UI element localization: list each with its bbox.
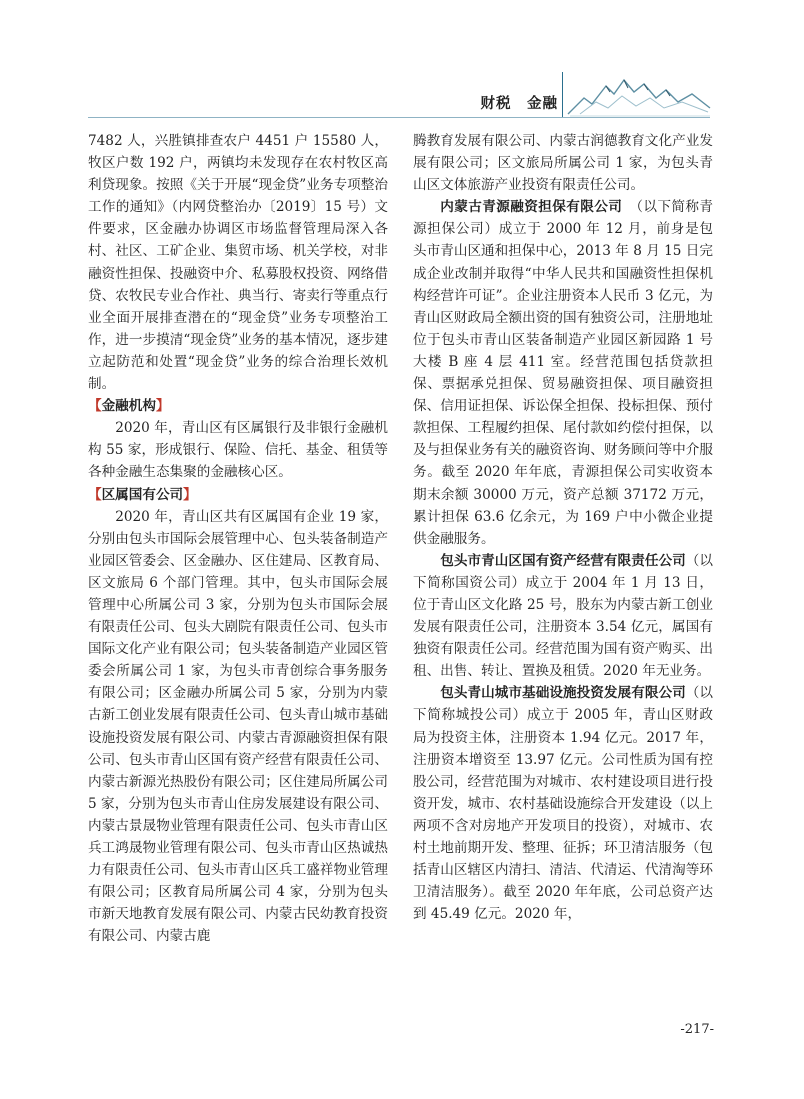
left-column [88, 130, 388, 947]
paragraph: 7482 人，兴胜镇排查农户 4451 户 15580 人，牧区户数 192 户，两镇均未发现存在农村牧区高利贷现象。按照《关于开展“现金贷”业务专项整治工作的通知》（内网贷整治办〔2019〕15 号）文件要求，区金融办协调区市场监督管理局深入各村、社区、工矿企业、集贸市场、机关学校，对非融资性担保、投融资中介、私募股权投资、网络借贷、农牧民专业合作社、典当行、寄卖行等重点行业全面开展排查潜在的“现金贷”业务专项整治工作，进一步摸清“现金贷”业务的基本情况，逐步建立起防范和处置“现金贷”业务的综合治理长效机制。 [88, 133, 388, 393]
company-name: 包头青山城市基础设施投资发展有限公司 [440, 685, 686, 702]
paragraph: 腾教育发展有限公司、内蒙古润德教育文化产业发展有限公司；区文旅局所属公司 1 家，为包头青山区文体旅游产业投资有限责任公司。 [413, 133, 713, 194]
bracket-close: 】 [155, 398, 170, 415]
right-column [413, 130, 713, 925]
bracket-close: 】 [183, 486, 197, 503]
company-description: （以下简称国资公司）成立于 2004 年 1 月 13 日，位于青山区文化路 25 号，股东为内蒙古新工创业发展有限责任公司，注册资本 3.54 亿元，属国有独资有限责任公司。经营范围为国有资产购买、出租、出售、转让、置换及租赁。2020 年无业务。 [413, 552, 714, 680]
bracket-open: 【 [88, 486, 102, 503]
heading-text: 金融机构 [101, 398, 156, 415]
company-entry-urban-investment [413, 682, 713, 925]
section-title: 财税 金融 [480, 96, 558, 112]
company-name: 内蒙古青源融资担保有限公司 [440, 199, 623, 216]
company-name: 包头市青山区国有资产经营有限责任公司 [440, 552, 686, 569]
company-entry-qingyuan-guarantee [413, 196, 713, 550]
mountain-illustration-icon [562, 68, 712, 120]
section-heading-state-owned-companies [88, 484, 388, 506]
heading-text: 区属国有公司 [101, 486, 184, 503]
page-number: -217- [680, 1022, 714, 1037]
paragraph: 2020 年，青山区有区属银行及非银行金融机构 55 家，形成银行、保险、信托、基金、租赁等各种金融生态集聚的金融核心区。 [88, 420, 388, 481]
header-divider [88, 117, 710, 118]
paragraph: 2020 年，青山区共有区属国有企业 19 家，分别由包头市国际会展管理中心、包头装备制造产业园区管委会、区金融办、区住建局、区教育局、区文旅局 6 个部门管理。其中，包头市国际会展管理中心所属公司 3 家，分别为包头市国际会展有限责任公司、包头大剧院有限责任公司、包头市国际文化产业有限公司；包头装备制造产业园区管委会所属公司 1 家，为包头市青创综合事务服务有限公司；区金融办所属公司 5 家，分别为内蒙古新工创业发展有限责任公司、包头青山城市基础设施投资发展有限公司、内蒙古青源融资担保有限公司、包头市青山区国有资产经营有限责任公司、内蒙古新源光热股份有限公司；区住建局所属公司 5 家，分别为包头市青山住房发展建设有限公司、内蒙古景晟物业管理有限责任公司、包头市青山区兵工鸿晟物业管理有限公司、包头市青山区热诚热力有限责任公司、包头市青山区兵工盛祥物业管理有限公司；区教育局所属公司 4 家，分别为包头市新天地教育发展有限公司、内蒙古民幼教育投资有限公司、内蒙古鹿 [88, 508, 388, 945]
section-heading-financial-institutions [88, 395, 388, 417]
company-entry-state-assets [413, 550, 713, 683]
bracket-open: 【 [88, 398, 102, 415]
company-description: （以下简称城投公司）成立于 2005 年，青山区财政局为投资主体，注册资本 1.94 亿元。2017 年，注册资本增资至 13.97 亿元。公司性质为国有控股公司，经营范围为对城市、农村建设项目进行投资开发，城市、农村基础设施综合开发建设（以上两项不含对房地产开发项目的投资），对城市、农村土地前期开发、整理、征拆；环卫清洁服务（包括青山区辖区内清扫、清洁、代清运、代清淘等环卫清洁服务）。截至 2020 年年底，公司总资产达到 45.49 亿元。2020 年， [413, 685, 714, 923]
company-description: （以下简称青源担保公司）成立于 2000 年 12 月，前身是包头市青山区通和担保中心，2013 年 8 月 15 日完成企业改制并取得“中华人民共和国融资性担保机构经营许可证”。企业注册资本人民币 3 亿元，为青山区财政局全额出资的国有独资公司，注册地址位于包头市青山区装备制造产业园区新园路 1 号大楼 B 座 4 层 411 室。经营范围包括贷款担保、票据承兑担保、贸易融资担保、项目融资担保、信用证担保、诉讼保全担保、投标担保、预付款担保、工程履约担保、尾付款如约偿付担保，以及与担保业务有关的融资咨询、财务顾问等中介服务。截至 2020 年年底，青源担保公司实收资本期末余额 30000 万元，资产总额 37172 万元，累计担保 63.6 亿余元，为 169 户中小微企业提供金融服务。 [413, 199, 714, 547]
